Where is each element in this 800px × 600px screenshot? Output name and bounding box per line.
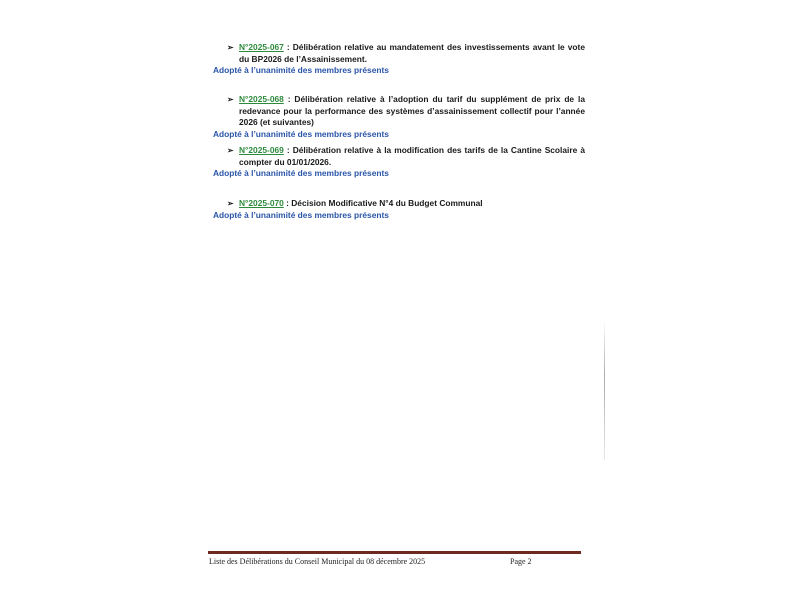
separator: : (283, 42, 293, 52)
deliberation-text: Délibération relative au mandatement des investissements avant le vote du BP2026 de l’Assainissement. (239, 42, 585, 64)
deliberation-item (213, 198, 585, 221)
page-number: Page 2 (510, 557, 532, 566)
footer-divider (208, 551, 581, 554)
deliberation-line (213, 94, 585, 129)
deliberation-item (213, 145, 585, 180)
deliberation-text: Délibération relative à la modification des tarifs de la Cantine Scolaire à compter du 01/01/2026. (239, 145, 585, 167)
deliberation-text: Délibération relative à l’adoption du tarif du supplément de prix de la redevance pour la performance des systèmes d’assainissement collectif pour l’année 2026 (et suivantes) (239, 94, 585, 127)
footer-title: Liste des Délibérations du Conseil Municipal du 08 décembre 2025 (209, 557, 426, 566)
deliberation-item (213, 42, 585, 77)
deliberation-line (213, 42, 585, 65)
scan-edge-line (604, 320, 605, 460)
arrow-bullet-icon: ➢ (227, 146, 234, 155)
vote-status: Adopté à l’unanimité des membres présents (213, 128, 389, 139)
deliberation-reference: N°2025-070 (239, 198, 284, 208)
deliberation-line (213, 198, 585, 210)
separator: : (283, 145, 293, 155)
vote-status: Adopté à l’unanimité des membres présents (213, 168, 389, 178)
deliberation-line (213, 145, 585, 168)
arrow-bullet-icon: ➢ (227, 199, 234, 208)
separator: : (283, 198, 292, 208)
deliberation-text: Décision Modificative N°4 du Budget Communal (291, 198, 483, 208)
arrow-bullet-icon: ➢ (227, 43, 234, 52)
vote-status: Adopté à l’unanimité des membres présents (213, 209, 389, 220)
deliberation-reference: N°2025-067 (239, 42, 284, 52)
deliberation-item (213, 94, 585, 140)
arrow-bullet-icon: ➢ (227, 95, 234, 104)
deliberation-reference: N°2025-068 (239, 94, 284, 104)
separator: : (283, 94, 295, 104)
deliberation-reference: N°2025-069 (239, 145, 284, 155)
vote-status: Adopté à l’unanimité des membres présents (213, 65, 389, 75)
